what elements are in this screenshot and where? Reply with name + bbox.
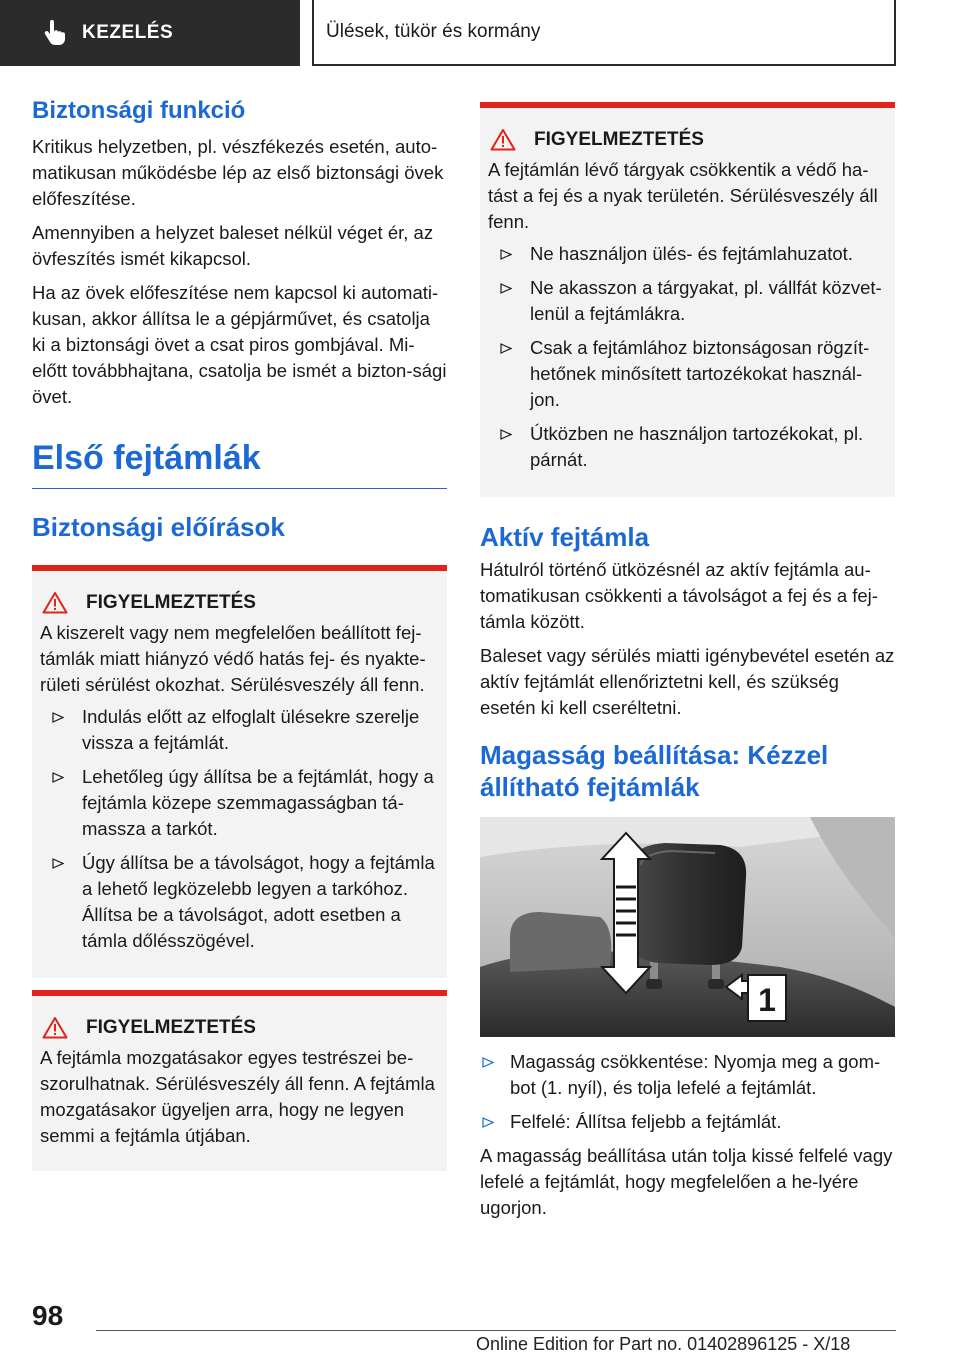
warning-label: FIGYELMEZTETÉS <box>86 1016 256 1038</box>
headrest-photo <box>480 817 895 1037</box>
warning-triangle-icon <box>42 591 68 614</box>
list-item: Ne akasszon a tárgyakat, pl. vállfát közvet-lenül a fejtámlákra. <box>488 275 883 327</box>
list-item: Csak a fejtámlához biztonságosan rögzít-hetőnek minősített tartozékokat használ-jon. <box>488 335 883 413</box>
warning-header <box>40 1016 435 1039</box>
list-item: Magasság csökkentése: Nyomja meg a gom-bot (1. nyíl), és tolja lefelé a fejtámlát. <box>480 1049 895 1101</box>
left-column <box>32 96 447 1171</box>
list-item: Útközben ne használjon tartozékokat, pl. párnát. <box>488 421 883 473</box>
warning-header <box>488 128 883 151</box>
warning-text: A fejtámlán lévő tárgyak csökkentik a védő ha-tást a fej és a nyak területén. Sérülésveszély áll fenn. <box>488 159 878 232</box>
page-number: 98 <box>32 1300 64 1331</box>
list-item: Lehetőleg úgy állítsa be a fejtámlát, hogy a fejtámla közepe szemmagasságban tá-massza a tarkót. <box>40 764 435 842</box>
paragraph: Hátulról történő ütközésnél az aktív fejtámla au-tomatikusan csökkenti a távolságot a fej és a fej-támla között. <box>480 559 878 632</box>
headrest-illustration <box>480 817 895 1037</box>
chapter-title: Ülések, tükör és kormány <box>312 0 896 66</box>
list-item: Felfelé: Állítsa feljebb a fejtámlát. <box>480 1109 895 1135</box>
warning-triangle-icon <box>42 1016 68 1039</box>
list-item: Indulás előtt az elfoglalt ülésekre szerelje vissza a fejtámlát. <box>40 704 435 756</box>
height-adjust-heading: Magasság beállítása: Kézzel állítható fejtámlák <box>480 740 829 802</box>
hand-pointer-icon <box>42 20 66 46</box>
section-tab <box>0 0 300 66</box>
height-list <box>480 1049 895 1135</box>
paragraph: Kritikus helyzetben, pl. vészfékezés esetén, auto-matikusan működésbe lép az első biztonsági övek előfeszítése. <box>32 136 444 209</box>
edition-note: Online Edition for Part no. 01402896125 - X/18 <box>476 1334 851 1354</box>
bullet-triangle-icon <box>52 772 64 783</box>
bullet-triangle-icon <box>52 712 64 723</box>
section-title: KEZELÉS <box>82 22 174 43</box>
warning-list <box>488 241 883 473</box>
list-item: Ne használjon ülés- és fejtámlahuzatot. <box>488 241 883 267</box>
warning-text: A fejtámla mozgatásakor egyes testrészei be-szorulhatnak. Sérülésveszély áll fenn. A fejtámla mozgatásakor ügyeljen arra, hogy ne legyen semmi a fejtámla útjában. <box>40 1047 435 1146</box>
warning-triangle-icon <box>490 128 516 151</box>
warning-label: FIGYELMEZTETÉS <box>534 128 704 150</box>
warning-label: FIGYELMEZTETÉS <box>86 591 256 613</box>
safety-rules-heading: Biztonsági előírások <box>32 512 285 542</box>
bullet-triangle-icon <box>500 343 512 354</box>
safety-function-heading: Biztonsági funkció <box>32 97 246 124</box>
warning-list <box>40 704 435 954</box>
footer-divider <box>96 1330 896 1331</box>
right-column <box>480 102 895 1229</box>
warning-box <box>32 565 447 978</box>
list-item: Úgy állítsa be a távolságot, hogy a fejtámla a lehető legközelebb legyen a tarkóhoz. Állítsa be a távolságot, adott esetben a támla dőlésszögével. <box>40 850 435 954</box>
bullet-triangle-icon <box>500 249 512 260</box>
main-heading: Első fejtámlák <box>32 438 447 489</box>
paragraph: Baleset vagy sérülés miatti igénybevétel esetén az aktív fejtámlát ellenőriztetni kell, és szükség esetén ki kell cseréltetni. <box>480 645 895 718</box>
warning-box <box>480 102 895 497</box>
paragraph: A magasság beállítása után tolja kissé felfelé vagy lefelé a fejtámlát, hogy megfelelően a he-lyére ugorjon. <box>480 1145 893 1218</box>
bullet-triangle-icon <box>482 1057 494 1068</box>
paragraph: Amennyiben a helyzet baleset nélkül véget ér, az övfeszítés ismét kikapcsol. <box>32 222 434 269</box>
active-headrest-heading: Aktív fejtámla <box>480 522 650 552</box>
bullet-triangle-icon <box>500 429 512 440</box>
warning-header <box>40 591 435 614</box>
bullet-triangle-icon <box>482 1117 494 1128</box>
warning-text: A kiszerelt vagy nem megfelelően beállított fej-támlák miatt hiányzó védő hatás fej- és nyakte-rületi sérülést okozhat. Sérülésveszély áll fenn. <box>40 622 426 695</box>
warning-box <box>32 990 447 1171</box>
callout-number: 1 <box>758 982 776 1018</box>
paragraph: Ha az övek előfeszítése nem kapcsol ki automati-kusan, akkor állítsa le a gépjárművet, és csatolja ki a biztonsági övet a csat piros gombjával. Mi-előtt továbbhajtana, csatolja be ismét a bizton-sági övet. <box>32 282 447 407</box>
bullet-triangle-icon <box>500 283 512 294</box>
bullet-triangle-icon <box>52 858 64 869</box>
page-header <box>0 0 960 66</box>
